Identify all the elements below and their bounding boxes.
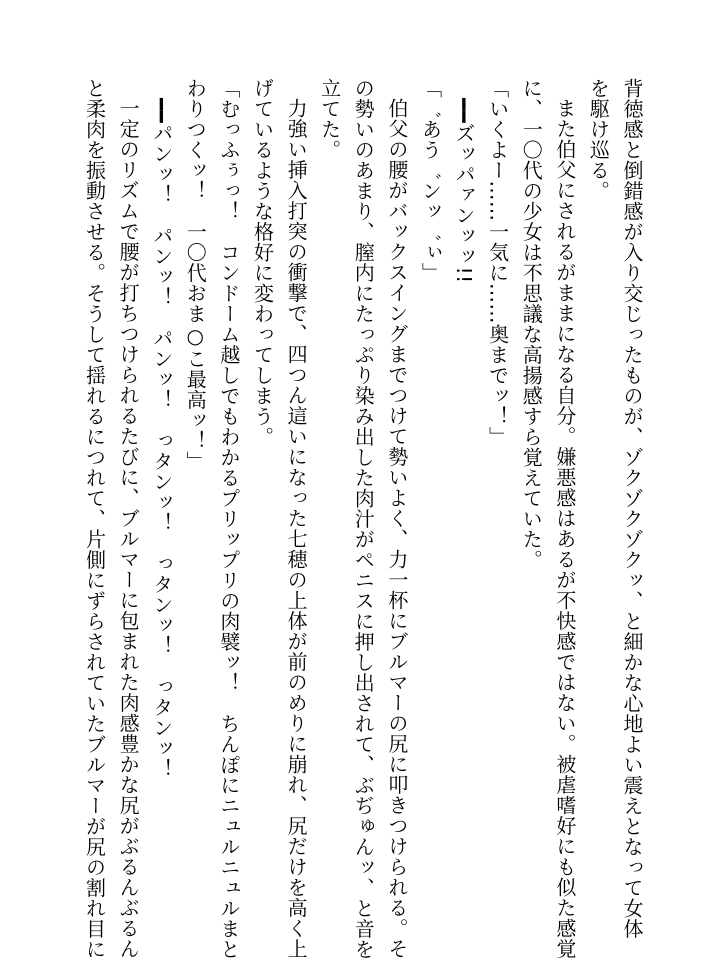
text-column: を駆け巡る。 bbox=[586, 78, 611, 201]
text-column: 立てた。 bbox=[317, 78, 342, 160]
text-column: 「むっふぅっ！ コンドーム越しでもわかるプリップリの肉襞ッ！ ちんぽにニュルニュルまと bbox=[216, 78, 241, 960]
text-column: 「゛あう゛ンッ゛ぃ」 bbox=[418, 78, 443, 283]
text-column: に、一〇代の少女は不思議な高揚感すら覚えていた。 bbox=[519, 78, 544, 570]
text-column: の勢いのあまり、膣内にたっぷり染み出した肉汁がペニスに押し出されて、ぶぢゅんッ、と音を bbox=[351, 78, 376, 960]
text-column: また伯父にされるがままになる自分。嫌悪感はあるが不快感ではない。被虐嗜好にも似た感覚 bbox=[552, 98, 577, 959]
text-column: ━━パンッ！ パンッ！ パンッ！ っタンッ！ っタンッ！ っタンッ！ bbox=[149, 98, 174, 780]
text-column: げているような格好に変わってしまう。 bbox=[250, 78, 275, 447]
text-column: 力強い挿入打突の衝撃で、四つん這いになった七穂の上体が前のめりに崩れ、尻だけを高く上 bbox=[284, 98, 309, 959]
text-column: 一定のリズムで腰が打ちつけられるたびに、ブルマーに包まれた肉感豊かな尻がぶるんぶるん bbox=[116, 98, 141, 959]
vertical-text-body bbox=[68, 78, 648, 960]
text-column: と柔肉を振動させる。そうして揺れるにつれて、片側にずらされていたブルマーが尻の割れ目に bbox=[82, 78, 107, 960]
text-column: 伯父の腰がバックスイングまでつけて勢いよく、力一杯にブルマーの尻に叩きつけられる。そ bbox=[384, 98, 409, 959]
text-column: ━━ズッパァンッッ!! bbox=[452, 98, 477, 284]
text-column: わりつくッ！ 一〇代おま○こ最高ッ！」 bbox=[183, 78, 208, 472]
text-column: 「いくよー……一気に……奥までッ！」 bbox=[485, 78, 510, 447]
text-column: 背徳感と倒錯感が入り交じったものが、ゾクゾクゾクッ、と細かな心地よい震えとなって女体 bbox=[620, 78, 644, 939]
